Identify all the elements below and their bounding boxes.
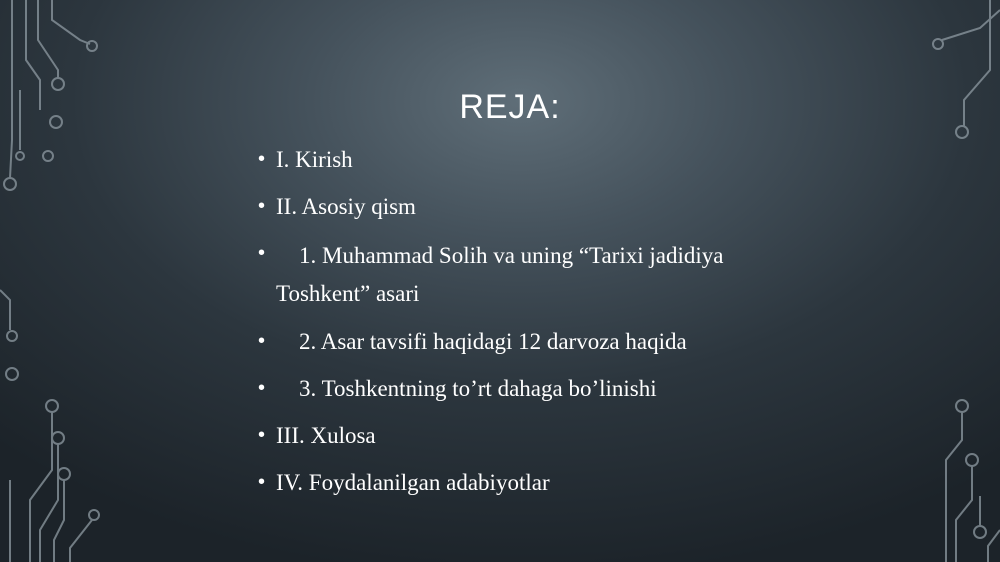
slide-title: REJA: (459, 88, 561, 126)
list-item-text: 3. Toshkentning to’rt dahaga bo’linishi (276, 376, 657, 401)
bullet-icon: • (258, 195, 266, 217)
bullet-icon: • (258, 242, 266, 264)
bullet-icon: • (258, 377, 266, 399)
bullet-icon: • (258, 330, 266, 352)
list-item (258, 190, 858, 223)
list-item (258, 466, 858, 499)
list-item (258, 372, 858, 405)
list-item-text: II. Asosiy qism (276, 194, 416, 219)
list-item-text: 1. Muhammad Solih va uning “Tarixi jadidiya Toshkent” asari (276, 243, 729, 306)
list-item-text: III. Xulosa (276, 423, 376, 448)
list-item-text: IV. Foydalanilgan adabiyotlar (276, 470, 550, 495)
bullet-icon: • (258, 424, 266, 446)
bullet-icon: • (258, 471, 266, 493)
bullet-icon: • (258, 148, 266, 170)
agenda-list (258, 143, 858, 513)
list-item (258, 419, 858, 452)
list-item-text: 2. Asar tavsifi haqidagi 12 darvoza haqida (276, 329, 687, 354)
list-item (258, 325, 858, 358)
list-item (258, 143, 858, 176)
list-item (258, 237, 858, 313)
list-item-text: I. Kirish (276, 147, 353, 172)
